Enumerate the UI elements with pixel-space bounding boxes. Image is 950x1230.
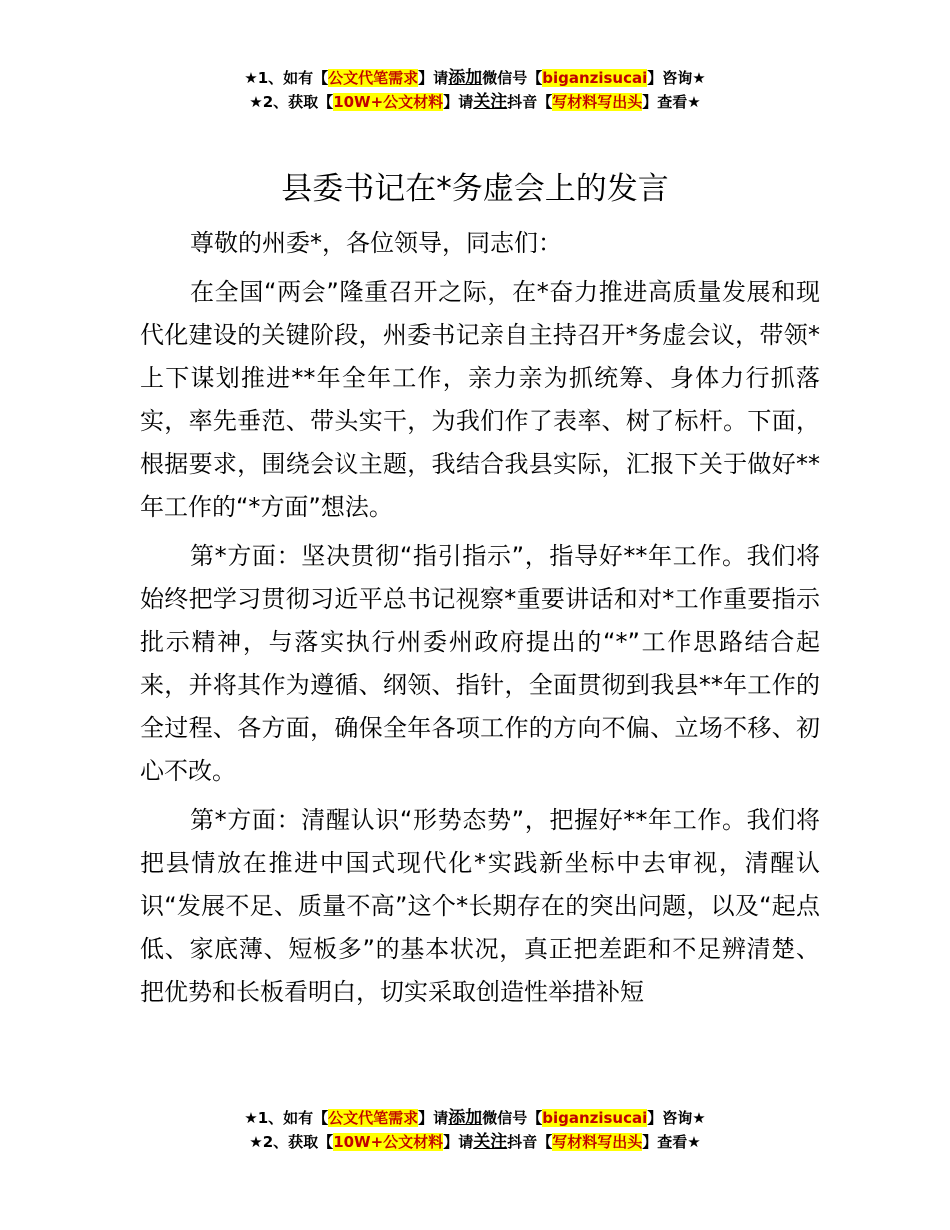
banner-underlined: 关注: [473, 92, 508, 112]
banner-line-2: [0, 1130, 950, 1154]
salutation: 尊敬的州委*，各位领导，同志们：: [190, 229, 562, 257]
banner-text: 微信号【: [482, 1109, 543, 1127]
paragraph: 第*方面：坚决贯彻“指引指示”，指导好**年工作。我们将始终把学习贯彻习近平总书记视察*重要讲话和对*工作重要指示批示精神，与落实执行州委州政府提出的“*”工作思路结合起来，并将其作为遵循、纲领、指针，全面贯彻到我县**年工作的全过程、各方面，确保全年各项工作的方向不偏、立场不移、初心不改。: [140, 542, 820, 785]
document-body: [140, 222, 820, 1020]
banner-highlight: biganzisucai: [542, 69, 648, 87]
banner-line-1: [0, 66, 950, 90]
banner-underlined: 关注: [473, 1132, 508, 1152]
banner-line-2: [0, 90, 950, 114]
banner-text: 】咨询★: [647, 1109, 706, 1127]
banner-text: ★2、获取【: [249, 1133, 334, 1151]
banner-underlined: 添加: [448, 68, 483, 88]
banner-highlight: 10W+公文材料: [333, 1133, 444, 1151]
banner-text: 】请: [443, 1133, 474, 1151]
banner-highlight: biganzisucai: [542, 1109, 648, 1127]
banner-text: ★2、获取【: [249, 93, 334, 111]
banner-text: 】咨询★: [647, 69, 706, 87]
paragraph: 在全国“两会”隆重召开之际，在*奋力推进高质量发展和现代化建设的关键阶段，州委书记亲自主持召开*务虚会议，带领*上下谋划推进**年全年工作，亲力亲为抓统筹、身体力行抓落实，率先垂范、带头实干，为我们作了表率、树了标杆。下面，根据要求，围绕会议主题，我结合我县实际，汇报下关于做好**年工作的“*方面”想法。: [140, 278, 820, 521]
banner-underlined: 添加: [448, 1108, 483, 1128]
footer-banner: [0, 1106, 950, 1154]
banner-text: 】查看★: [642, 93, 701, 111]
banner-highlight: 写材料写出头: [552, 93, 643, 111]
banner-text: 】请: [418, 1109, 449, 1127]
banner-highlight: 公文代笔需求: [328, 1109, 419, 1127]
paragraph: 第*方面：清醒认识“形势态势”，把握好**年工作。我们将把县情放在推进中国式现代化*实践新坐标中去审视，清醒认识“发展不足、质量不高”这个*长期存在的突出问题，以及“起点低、家底薄、短板多”的基本状况，真正把差距和不足辨清楚、把优势和长板看明白，切实采取创造性举措补短: [140, 806, 820, 1006]
banner-text: 】查看★: [642, 1133, 701, 1151]
banner-text: ★1、如有【: [244, 69, 329, 87]
banner-text: 抖音【: [507, 1133, 553, 1151]
banner-highlight: 10W+公文材料: [333, 93, 444, 111]
banner-text: 】请: [418, 69, 449, 87]
banner-text: ★1、如有【: [244, 1109, 329, 1127]
banner-highlight: 公文代笔需求: [328, 69, 419, 87]
header-banner: [0, 66, 950, 114]
banner-text: 抖音【: [507, 93, 553, 111]
banner-highlight: 写材料写出头: [552, 1133, 643, 1151]
document-title: 县委书记在*务虚会上的发言: [281, 171, 669, 207]
banner-text: 微信号【: [482, 69, 543, 87]
banner-text: 】请: [443, 93, 474, 111]
banner-line-1: [0, 1106, 950, 1130]
